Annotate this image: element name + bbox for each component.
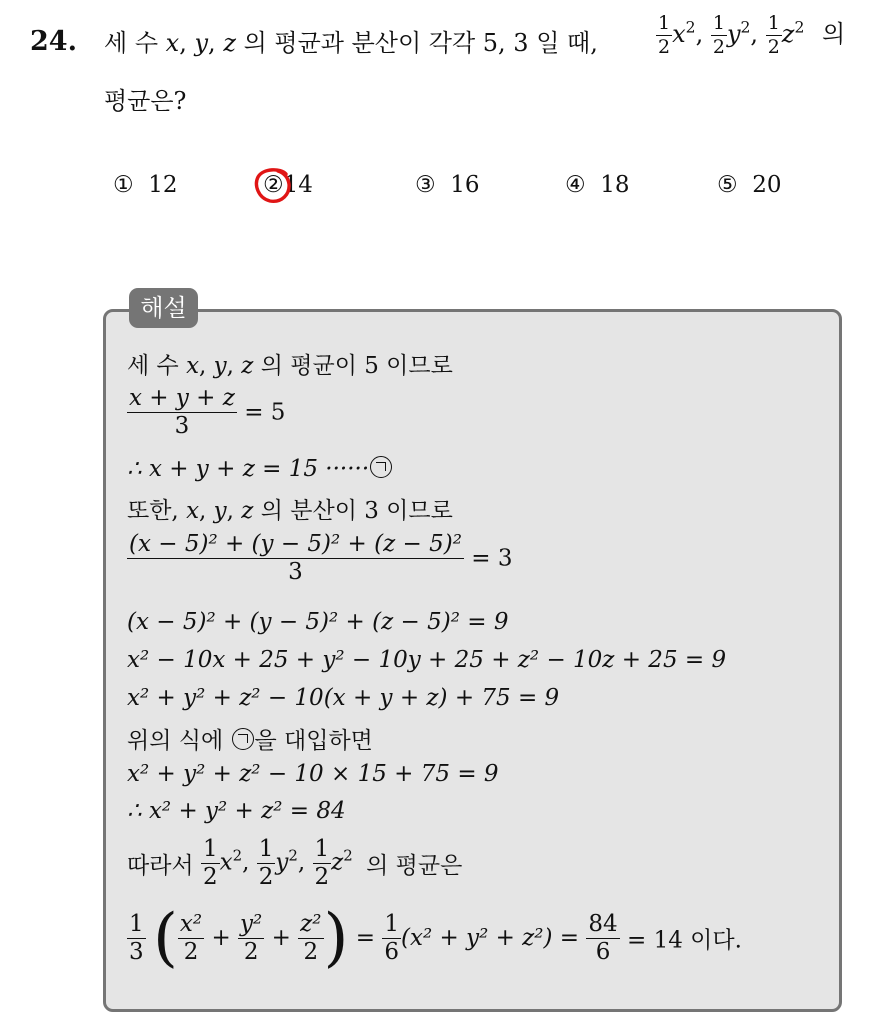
right-paren: ) xyxy=(323,901,349,975)
half-fraction: $\frac{1}{2}$ xyxy=(314,836,330,890)
comma: , xyxy=(750,20,759,48)
answer-circle-mark-icon xyxy=(253,166,293,204)
comma: , xyxy=(695,20,704,48)
sol-line-3: ∴ x + y + z = 15 ······ xyxy=(127,456,393,482)
sol-line-8: x² + y² + z² − 10(x + y + z) + 75 = 9 xyxy=(127,685,560,711)
var-y: y xyxy=(726,20,741,48)
left-paren: ( xyxy=(152,901,178,975)
one-third-fraction: $\frac{1}{3}$ xyxy=(129,910,144,965)
giyeok-circle-icon xyxy=(370,456,392,478)
sol-line-9: 위의 식에 을 대입하면 xyxy=(127,728,373,754)
question-fractions xyxy=(656,14,845,57)
half-fraction: $\frac{1}{2}$ xyxy=(258,836,274,890)
one-sixth-fraction: $\frac{1}{6}$ xyxy=(384,910,400,965)
sol-line-10: x² + y² + z² − 10 × 15 + 75 = 9 xyxy=(127,761,499,787)
solution-tag: 해설 xyxy=(129,288,198,328)
choice-4[interactable]: ④ 18 xyxy=(565,172,630,198)
var-x: x xyxy=(672,20,686,48)
sol-line-12: 따라서 $\frac{1}{2}$ $x^2$, $\frac{1}{2}$ $y^2$, $\frac{1}{2}$ $z^2$ 의 평균은 xyxy=(127,836,463,890)
choice-1[interactable]: ① 12 xyxy=(113,172,178,198)
question-text-b: 의 평균과 분산이 각각 5, 3 일 때, xyxy=(243,29,598,57)
z2-half-fraction: $\frac{\text{z²}}{2}$ xyxy=(300,910,322,965)
sol-line-11: ∴ x² + y² + z² = 84 xyxy=(127,798,346,824)
sol-line-5: $\frac{\text{(x − 5)² + (y − 5)² + (z − 5)²}}{3}$ = 3 xyxy=(129,531,513,585)
question-number: 24. xyxy=(30,26,77,57)
half-fraction: $\frac{1}{2}$ xyxy=(658,12,671,58)
comma: , xyxy=(208,29,216,57)
half-fraction: $\frac{1}{2}$ xyxy=(767,12,780,58)
sol-line-7: x² − 10x + 25 + y² − 10y + 25 + z² − 10z + 25 = 9 xyxy=(127,647,727,673)
sol-line-6: (x − 5)² + (y − 5)² + (z − 5)² = 9 xyxy=(127,609,509,635)
var-z: z xyxy=(223,29,236,57)
exponent: 2 xyxy=(794,18,805,37)
giyeok-circle-icon xyxy=(232,728,254,750)
mean-fraction: $\frac{x + y + z}{3}$ xyxy=(129,385,235,439)
choice-3[interactable]: ③ 16 xyxy=(415,172,480,198)
exponent: 2 xyxy=(740,18,751,37)
question-line-1 xyxy=(104,28,598,58)
sol-line-2: $\frac{x + y + z}{3}$ = 5 xyxy=(129,385,286,439)
half-fraction: $\frac{1}{2}$ xyxy=(202,836,218,890)
question-text-c: 의 xyxy=(822,20,846,48)
var-z: z xyxy=(781,20,795,48)
question-line-2: 평균은? xyxy=(104,87,187,115)
sol-line-1: 세 수 x, y, z 의 평균이 5 이므로 xyxy=(127,353,453,379)
sol-line-13: $\frac{1}{3}$ ( $\frac{\text{x²}}{2}$ + $\frac{\text{y²}}{2}$ + $\frac{\text{z²}}{2}$ ) = $\frac{1}{6}$ (x² + y² + z²) = $\frac{84}{6}$ = 14 이다. xyxy=(129,901,742,975)
var-x: x xyxy=(165,29,180,57)
var-y: y xyxy=(194,29,209,57)
sol-line-4: 또한, x, y, z 의 분산이 3 이므로 xyxy=(127,498,453,524)
variance-fraction: $\frac{\text{(x − 5)² + (y − 5)² + (z − 5)²}}{3}$ xyxy=(129,531,462,585)
question-text-a: 세 수 xyxy=(104,29,158,57)
half-fraction: $\frac{1}{2}$ xyxy=(712,12,725,58)
exponent: 2 xyxy=(685,18,696,37)
choice-2[interactable]: ②14 xyxy=(263,172,313,198)
choice-5[interactable]: ⑤ 20 xyxy=(717,172,782,198)
comma: , xyxy=(179,29,187,57)
x2-half-fraction: $\frac{\text{x²}}{2}$ xyxy=(179,910,203,965)
y2-half-fraction: $\frac{\text{y²}}{2}$ xyxy=(240,910,263,965)
eighty-four-sixths-fraction: $\frac{84}{6}$ xyxy=(588,910,618,965)
